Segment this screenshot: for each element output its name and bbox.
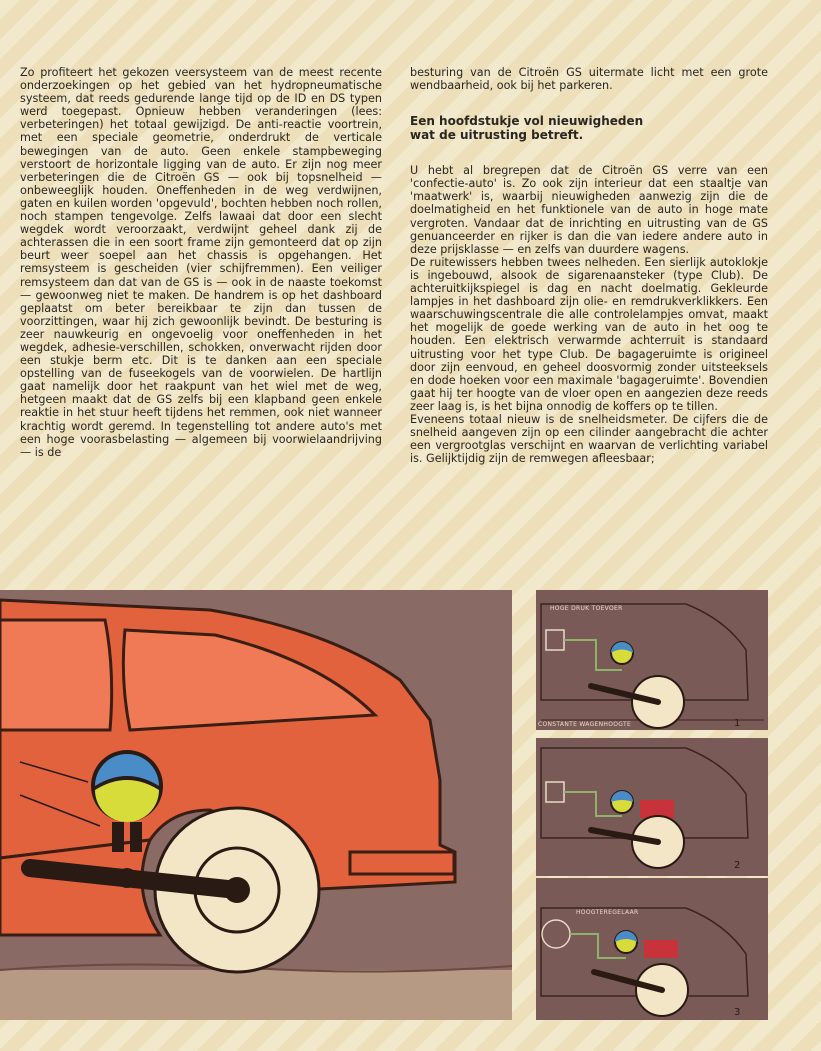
section-heading <box>410 114 768 142</box>
arm-pivot <box>117 868 137 888</box>
road-surface <box>0 970 512 1020</box>
panel-1-number: 1 <box>734 718 741 729</box>
rear-window <box>0 620 112 730</box>
panel-3-drawing <box>536 878 768 1020</box>
section-heading-line-2: wat de uitrusting betreft. <box>410 128 584 143</box>
panel-3-number: 3 <box>734 1007 741 1018</box>
panel-1-drawing <box>536 590 768 730</box>
left-text-column <box>20 66 382 459</box>
front-bumper <box>350 852 454 874</box>
panel-3-top-label: HOOGTEREGELAAR <box>576 909 639 916</box>
left-paragraph: Zo profiteert het gekozen veersysteem van de meest recente onderzoekingen op het gebied van het hydropneumatische systeem, dat reeds gedurende lange tijd op de ID en DS typen werd toegepast. Opnieuw hebben veranderingen (lees: verbeteringen) het totaal gewijzigd. De anti-reactie voortrein, met een speciale geometrie, onderdrukt de verticale bewegingen van de auto. Geen enkele stampbeweging verstoort de horizontale ligging van de auto. Er zijn nog meer verbeteringen die de Citroën GS — ook bij topsnelheid — onbeweeglijk houden. Oneffenheden in de weg verdwijnen, gaten en kuilen worden 'opgevuld', bochten hebben noch rollen, noch stampen tengevolge. Zelfs lawaai dat door een slecht wegdek wordt veroorzaakt, verdwijnt geheel dank zij de achterassen die in een soort frame zijn gemonteerd dat op zijn beurt weer soepel aan het chassis is opgehangen. Het remsysteem is gescheiden (vier schijfremmen). Een veiliger remsysteem dan dat van de GS is — ook in de naaste toekomst — gewoonweg niet te maken. De handrem is op het dashboard geplaatst om beter bereikbaar te zijn dan tussen de voorzittingen, waar hij zich gewoonlijk bevindt. De besturing is zeer nauwkeurig en ongevoelig voor oneffenheden in het wegdek, adhesie-verschillen, schokken, onverwacht rijden door een stukje berm etc. Dit is te danken aan een speciale opstelling van de fuseekogels van de voorwielen. De hartlijn gaat namelijk door het raakpunt van het wiel met de weg, hetgeen maakt dat de GS zelfs bij een klapband geen enkele reaktie in het stuur heeft tijdens het remmen, ook niet wanneer krachtig wordt geremd. In tegenstelling tot andere auto's met een hoge voorasbelasting — algemeen bij voorwielaandrijving — is de <box>20 66 382 459</box>
diagram-panel-2 <box>536 738 768 876</box>
wheel-axle <box>224 877 250 903</box>
strut-right <box>130 822 142 852</box>
diagram-panel-3 <box>536 878 768 1020</box>
panel-1-bottom-label: CONSTANTE WAGENHOOGTE <box>538 721 632 728</box>
suspension-illustration <box>0 590 512 1020</box>
panel-2-number: 2 <box>734 860 741 871</box>
car-suspension-drawing <box>0 590 512 1020</box>
section-heading-line-1: Een hoofdstukje vol nieuwigheden <box>410 114 644 129</box>
right-intro-paragraph: besturing van de Citroën GS uitermate licht met een grote wendbaarheid, ook bij het parkeren. <box>410 66 768 93</box>
right-text-column <box>410 66 768 465</box>
diagram-panel-1 <box>536 590 768 730</box>
panel-2-drawing <box>536 738 768 876</box>
right-paragraph-2: De ruitewissers hebben twees nelheden. Een sierlijk autoklokje is ingebouwd, alsook de sigarenaansteker (type Club). De achteruitkijkspiegel is dag en nacht doelmatig. Gekleurde lampjes in het dashboard zijn olie- en remdrukverklikkers. Een waarschuwingscentrale die alle controlelampjes omvat, maakt het mogelijk de goede werking van de auto in het oog te houden. Een elektrisch verwarmde achterruit is standaard uitrusting voor het type Club. De bagageruimte is origineel door zijn eenvoud, en geheel doosvormig zonder uitsteeksels en dode hoeken voor een maximale 'bagageruimte'. Bovendien gaat hij ter hoogte van de vloer open en aangezien deze reeds zeer laag is, is het bijna onnodig de koffers op te tillen. <box>410 255 768 413</box>
panel-3-load-box <box>644 940 678 958</box>
strut-left <box>112 822 124 852</box>
right-paragraph-3: Eveneens totaal nieuw is de snelheidsmeter. De cijfers die de snelheid aangeven zijn op een cilinder aangebracht die achter een vergrootglas verschijnt en waarvan de verlichting variabel is. Gelijktijdig zijn de remwegen afleesbaar; <box>410 412 768 466</box>
panel-1-top-label: HOGE DRUK TOEVOER <box>550 605 623 612</box>
right-paragraph-1: U hebt al bregrepen dat de Citroën GS verre van een 'confectie-auto' is. Zo ook zijn interieur dat een staaltje van 'maatwerk' is, waarbij nieuwigheden aanwezig zijn die de doelmatigheid en het funktionele van de auto in hoge mate vergroten. Vandaar dat de inrichting en uitrusting van de GS genuanceerder en rijker is dan die van iedere andere auto in deze prijsklasse — en zelfs van duurdere wagens. <box>410 164 768 256</box>
